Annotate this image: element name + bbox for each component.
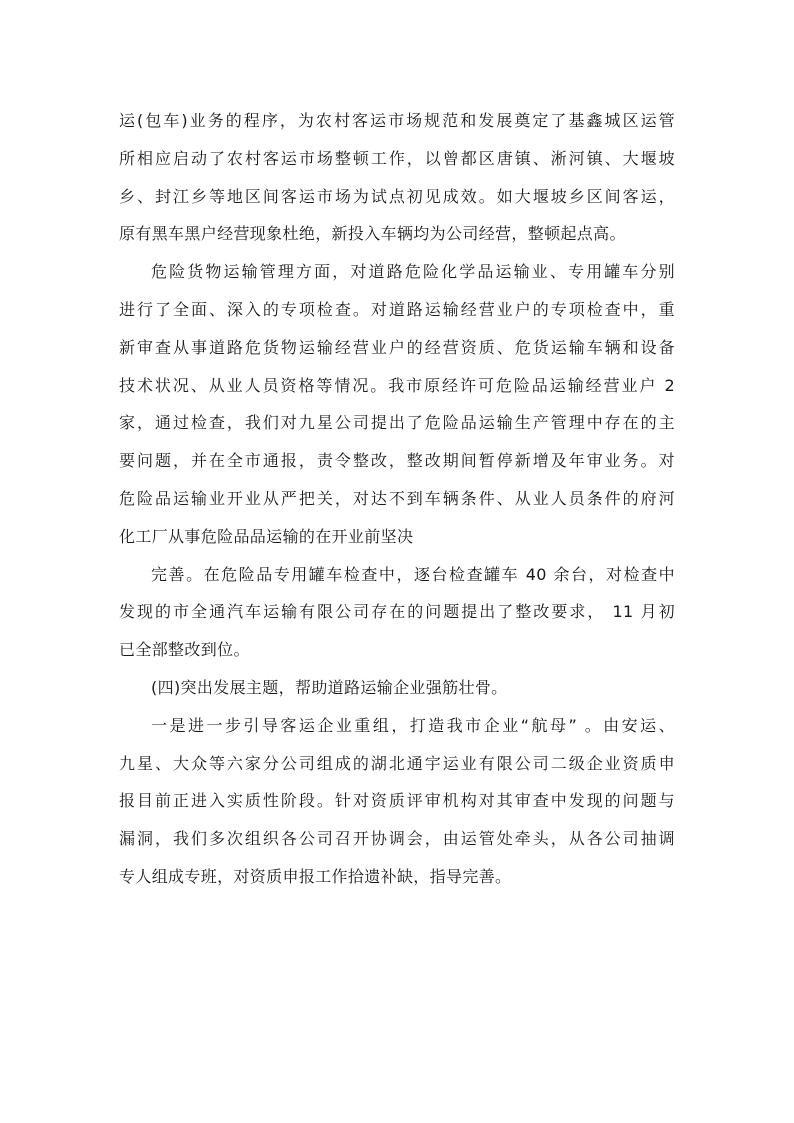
text-line: 报目前正进入实质性阶段。针对资质评审机构对其审查中发现的问题与 [119,791,675,811]
text-line: 危险货物运输管理方面，对道路危险化学品运输业、专用罐车分别 [151,262,675,282]
text-line: 技术状况、从业人员资格等情况。我市原经许可危险品运输经营业户 2 [119,375,675,395]
text-line: 乡、封江乡等地区间客运市场为试点初见成效。如大堰坡乡区间客运， [119,186,675,206]
text-line: 漏洞，我们多次组织各公司召开协调会，由运管处牵头，从各公司抽调 [119,829,675,849]
text-line: 九星、大众等六家分公司组成的湖北通宇运业有限公司二级企业资质申 [119,753,675,773]
text-line: 化工厂从事危险品品运输的在开业前坚决 [119,526,414,546]
text-line: 家，通过检查，我们对九星公司提出了危险品运输生产管理中存在的主 [119,413,675,433]
text-line: 已全部整改到位。 [119,640,250,660]
text-line: 新审查从事道路危货物运输经营业户的经营资质、危货运输车辆和设备 [119,337,675,357]
text-line: 专人组成专班，对资质申报工作拾遗补缺，指导完善。 [119,866,512,886]
text-line: 完善。在危险品专用罐车检查中，逐台检查罐车 40 余台，对检查中 [151,564,675,584]
text-line: (四)突出发展主题，帮助道路运输企业强筋壮骨。 [151,677,508,697]
document-body [119,102,675,896]
text-line: 所相应启动了农村客运市场整顿工作，以曾都区唐镇、淅河镇、大堰坡 [119,148,675,168]
text-line: 要问题，并在全市通报，责令整改，整改期间暂停新增及年审业务。对 [119,451,675,471]
text-line: 运(包车)业务的程序，为农村客运市场规范和发展奠定了基鑫城区运管 [119,111,675,130]
text-line: 一是进一步引导客运企业重组，打造我市企业“航母” 。由安运、 [151,715,675,735]
text-line: 危险品运输业开业从严把关，对达不到车辆条件、从业人员条件的府河 [119,488,675,508]
text-line: 发现的市全通汽车运输有限公司存在的问题提出了整改要求， 11 月初 [119,602,675,622]
text-line: 原有黑车黑户经营现象杜绝，新投入车辆均为公司经营，整顿起点高。 [119,224,626,244]
text-line: 进行了全面、深入的专项检查。对道路运输经营业户的专项检查中，重 [119,299,675,319]
